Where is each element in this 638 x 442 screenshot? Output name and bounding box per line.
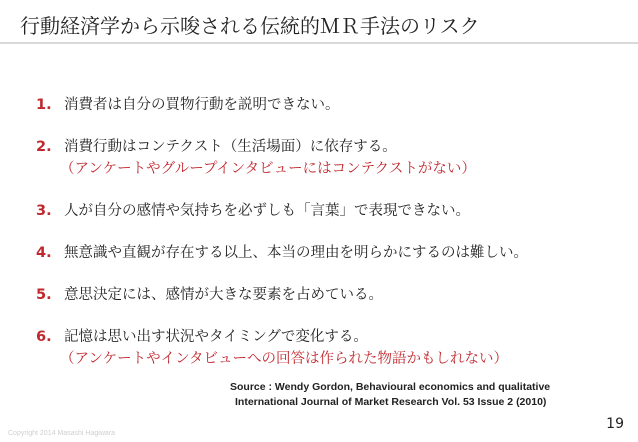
item-number: 3. [36, 203, 52, 219]
source-line: Source : Wendy Gordon, Behavioural economics and qualitative [230, 381, 551, 393]
item-list [32, 94, 632, 390]
list-item [32, 94, 632, 116]
item-text: 消費行動はコンテクスト（生活場面）に依存する。 [64, 139, 397, 155]
item-number: 1. [36, 97, 52, 113]
page-number: 19 [606, 416, 624, 432]
item-text: 人が自分の感情や気持ちを必ずしも「言葉」で表現できない。 [64, 203, 470, 219]
item-text: 意思決定には、感情が大きな要素を占めている。 [64, 287, 383, 303]
list-item [32, 326, 632, 370]
item-number: 2. [36, 139, 52, 155]
item-text: 無意識や直観が存在する以上、本当の理由を明らかにするのは難しい。 [64, 245, 528, 261]
list-item [32, 136, 632, 180]
item-number: 5. [36, 287, 52, 303]
list-item [32, 200, 632, 222]
slide-title: 行動経済学から示唆される伝統的ＭＲ手法のリスク [20, 14, 480, 38]
item-text: 消費者は自分の買物行動を説明できない。 [64, 97, 340, 113]
item-subtext: （アンケートやインタビューへの回答は作られた物語かもしれない） [60, 351, 509, 367]
item-number: 4. [36, 245, 52, 261]
source-citation [230, 380, 595, 410]
list-item [32, 242, 632, 264]
item-text: 記憶は思い出す状況やタイミングで変化する。 [64, 329, 368, 345]
item-subtext: （アンケートやグループインタビューにはコンテクストがない） [60, 161, 476, 177]
copyright-notice: Copyright 2014 Masashi Hagiwara [8, 430, 115, 437]
source-line: International Journal of Market Research Vol. 53 Issue 2 (2010) [235, 396, 547, 408]
title-divider [0, 42, 638, 44]
list-item [32, 284, 632, 306]
item-number: 6. [36, 329, 52, 345]
